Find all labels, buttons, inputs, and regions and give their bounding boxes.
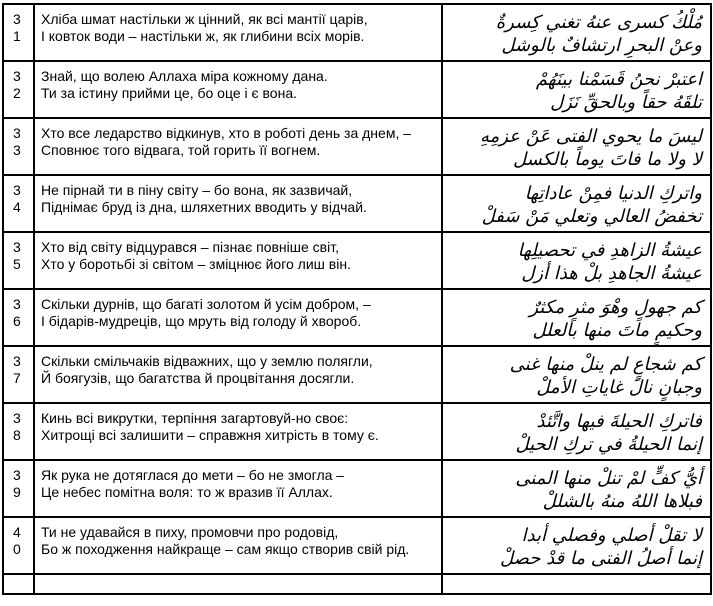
arabic-line-1: واتركِ الدنيا فمِنْ عاداتِها [524, 183, 702, 204]
ukrainian-line-1: Хто все ледарство відкинув, хто в роботі день за днем, – [41, 125, 412, 141]
arabic-line-1: اعتبرْ نحنُ قَسَمْنا بينَهُمْ [535, 69, 702, 90]
verse-row-partial [3, 574, 711, 594]
verse-row [3, 232, 711, 289]
arabic-line-2: إنما أصلُ الفتى ما قدْ حصلْ [500, 548, 702, 569]
ukrainian-line-2: Й боягузів, що багатства й процвітання досягли. [41, 370, 355, 386]
arabic-line-1: مُلْكُ كسرى عنهُ تغني كِسرةٌ [495, 12, 702, 33]
verse-number-digit-1: 3 [13, 239, 21, 255]
ukrainian-translation-cell [34, 289, 442, 346]
ukrainian-line-2: І бідарів-мудреців, що мруть від голоду й хвороб. [41, 313, 362, 329]
ukrainian-translation-cell [34, 403, 442, 460]
arabic-original-cell [442, 232, 711, 289]
arabic-original-cell [442, 346, 711, 403]
verse-row [3, 175, 711, 232]
ukrainian-line-1: Ти не удавайся в пиху, промовчи про родовід, [41, 524, 339, 540]
arabic-original-cell [442, 118, 711, 175]
ukrainian-translation-cell [34, 118, 442, 175]
arabic-line-2: تخفضُ العالي وتعلي مَنْ سَفلْ [481, 206, 702, 227]
arabic-line-1: لا تقلْ أصلي وفصلي أبدا [521, 525, 702, 546]
verse-number-digit-2: 7 [13, 370, 21, 386]
verse-row [3, 289, 711, 346]
verse-number-digit-2: 9 [13, 484, 21, 500]
ukrainian-translation-cell [34, 61, 442, 118]
verse-number-digit-1: 3 [13, 11, 21, 27]
arabic-line-1: أيُّ كفٍّ لمْ تنلْ منها المنى [515, 468, 702, 489]
ukrainian-line-2: Хитрощі всі залишити – справжня хитрість в тому є. [41, 427, 379, 443]
ukrainian-line-1: Скільки дурнів, що багаті золотом й усім добром, – [41, 296, 371, 312]
verse-number-digit-2: 2 [13, 85, 21, 101]
verse-row [3, 346, 711, 403]
verse-number-digit-1: 3 [13, 467, 21, 483]
verse-number-digit-1: 3 [13, 125, 21, 141]
verse-number-digit-1: 3 [13, 353, 21, 369]
verse-number-cell [3, 61, 34, 118]
ukrainian-line-2: Ти за істину прийми це, бо оце і є вона. [41, 85, 297, 101]
verse-row [3, 118, 711, 175]
verse-number-digit-1: 3 [13, 68, 21, 84]
ukrainian-translation-cell [34, 232, 442, 289]
ukrainian-line-1: Скільки смільчаків відважних, що у землю полягли, [41, 353, 373, 369]
arabic-line-2: تلقَهُ حقاً وبالحقِّ نَزَل [550, 92, 702, 113]
verse-row [3, 460, 711, 517]
verse-number-digit-2: 4 [13, 199, 21, 215]
verse-number-cell [3, 4, 34, 61]
verse-number-cell [3, 289, 34, 346]
arabic-line-1: فاتركِ الحيلةَ فيها واتَّئدْ [536, 411, 702, 432]
verse-row [3, 61, 711, 118]
verse-number-digit-2: 8 [13, 427, 21, 443]
verse-number-digit-1: 3 [13, 410, 21, 426]
verse-number-cell [3, 175, 34, 232]
arabic-original-cell [442, 175, 711, 232]
arabic-line-1: عيشةُ الزاهدِ في تحصيلِها [517, 240, 702, 261]
arabic-line-1: ليسَ ما يحوي الفتى عَنْ عزمِهِ [479, 126, 702, 147]
ukrainian-line-2: Піднімає бруд із дна, шляхетних вводить у відчай. [41, 199, 367, 215]
ukrainian-line-1: Хто від світу відцурався – пізнає повніше світ, [41, 239, 339, 255]
verse-row [3, 403, 711, 460]
verse-number-digit-1: 3 [13, 296, 21, 312]
verse-number-cell [3, 232, 34, 289]
empty-cell [34, 574, 442, 594]
arabic-original-cell [442, 61, 711, 118]
empty-cell [3, 574, 34, 594]
arabic-line-2: لا ولا ما فاتَ يوماً بالكسل [512, 149, 702, 170]
arabic-line-2: وجبانٍ نالَ غاياتِ الأملْ [536, 377, 702, 398]
ukrainian-line-1: Не пірнай ти в піну світу – бо вона, як зазвичай, [41, 182, 353, 198]
verse-number-cell [3, 460, 34, 517]
verse-number-digit-1: 3 [13, 182, 21, 198]
verse-number-cell [3, 346, 34, 403]
ukrainian-line-2: І ковток води – настільки ж, як глибини всіх морів. [41, 28, 365, 44]
arabic-line-2: فبلاها اللهُ منهُ بالشللْ [542, 491, 702, 512]
verse-number-digit-2: 5 [13, 256, 21, 272]
ukrainian-line-1: Знай, що волею Аллаха міра кожному дана. [41, 68, 328, 84]
arabic-line-1: كم جهولٍ وهْوَ مثرٍ مكثرٌ [529, 297, 702, 318]
arabic-original-cell [442, 4, 711, 61]
ukrainian-line-1: Як рука не дотяглася до мети – бо не змогла – [41, 467, 345, 483]
ukrainian-translation-cell [34, 460, 442, 517]
verse-number-digit-2: 1 [13, 28, 21, 44]
ukrainian-line-2: Бо ж походження найкраще – сам якщо створив свій рід. [41, 541, 410, 557]
ukrainian-line-2: Хто у боротьбі зі світом – зміцнює його лиш він. [41, 256, 351, 272]
arabic-original-cell [442, 403, 711, 460]
ukrainian-line-2: Це небес помітна воля: то ж вразив її Аллах. [41, 484, 333, 500]
ukrainian-line-1: Хліба шмат настільки ж цінний, як всі мантії царів, [41, 11, 368, 27]
ukrainian-translation-cell [34, 346, 442, 403]
arabic-line-2: وحكيمٍ ماتَ منها بالعلل [532, 320, 702, 341]
arabic-line-1: كم شجاعٍ لم ينلْ منها غنى [509, 354, 702, 375]
ukrainian-translation-cell [34, 175, 442, 232]
empty-cell [442, 574, 711, 594]
ukrainian-line-2: Сповнює того відвага, той горить її вогнем. [41, 142, 321, 158]
arabic-line-2: وعنْ البحرِ ارتشافٌ بالوشل [501, 35, 702, 56]
verse-number-digit-1: 4 [13, 524, 21, 540]
arabic-original-cell [442, 289, 711, 346]
verse-number-cell [3, 118, 34, 175]
verse-number-cell [3, 517, 34, 574]
verse-row [3, 4, 711, 61]
ukrainian-translation-cell [34, 4, 442, 61]
arabic-line-2: عيشةُ الجاهدِ بلْ هذا أزل [521, 263, 702, 284]
arabic-line-2: إنما الحيلةُ في تركِ الحيلْ [515, 434, 702, 455]
arabic-original-cell [442, 460, 711, 517]
verse-row [3, 517, 711, 574]
poem-translation-table [2, 3, 712, 595]
ukrainian-translation-cell [34, 517, 442, 574]
verse-number-digit-2: 3 [13, 142, 21, 158]
verse-number-cell [3, 403, 34, 460]
verse-number-digit-2: 6 [13, 313, 21, 329]
verse-number-digit-2: 0 [13, 541, 21, 557]
ukrainian-line-1: Кинь всі викрутки, терпіння загартовуй-но своє: [41, 410, 349, 426]
arabic-original-cell [442, 517, 711, 574]
poem-table-body [3, 4, 711, 594]
